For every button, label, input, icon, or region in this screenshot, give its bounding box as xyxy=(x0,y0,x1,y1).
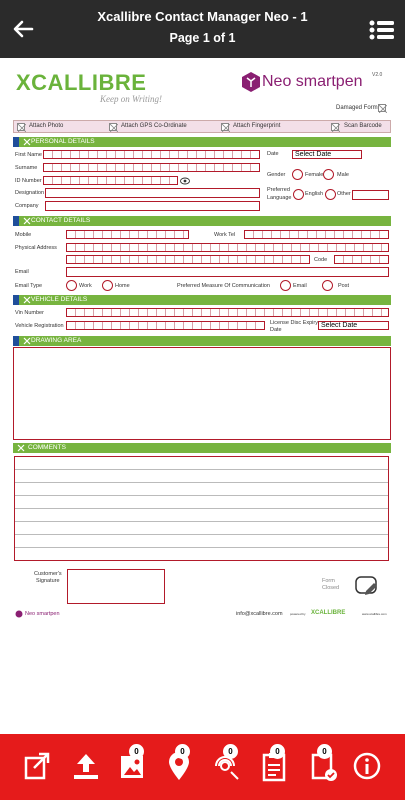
bottom-toolbar xyxy=(0,734,405,800)
physical-address-line2[interactable] xyxy=(66,255,310,264)
image-count-badge: 0 xyxy=(129,744,144,759)
section-marker xyxy=(13,137,19,147)
license-date-value: Select Date xyxy=(321,322,358,329)
male-label: Male xyxy=(337,172,349,178)
license-date-picker[interactable] xyxy=(318,321,389,330)
neo-smartpen-logo: Neo smartpen xyxy=(262,73,363,90)
xcallibre-logo: XCALLIBRE xyxy=(16,70,147,95)
vin-field[interactable] xyxy=(66,308,389,317)
preferred-communication-label: Preferred Measure Of Communication xyxy=(177,283,270,289)
footer-email: info@xcallibre.com xyxy=(236,611,283,617)
section-marker xyxy=(13,336,19,346)
clipboard-count-badge: 0 xyxy=(270,744,285,759)
language-label: Language xyxy=(267,195,292,201)
upload-icon[interactable] xyxy=(71,750,101,782)
license-date-label: Date xyxy=(270,327,282,333)
app-header xyxy=(0,0,405,58)
section-close-icon[interactable] xyxy=(17,444,25,452)
home-label: Home xyxy=(115,283,130,289)
attach-photo-checkbox[interactable] xyxy=(17,123,25,131)
email-field[interactable] xyxy=(66,267,389,277)
mobile-label: Mobile xyxy=(15,232,32,238)
registration-label: Vehicle Registration xyxy=(15,323,64,329)
section-marker xyxy=(13,295,19,305)
surname-field[interactable] xyxy=(43,163,260,172)
first-name-field[interactable] xyxy=(43,150,260,159)
vin-label: Vin Number xyxy=(15,310,44,316)
section-title: VEHICLE DETAILS xyxy=(31,296,88,303)
other-label: Other xyxy=(337,191,351,197)
code-label: Code xyxy=(314,257,328,263)
section-close-icon[interactable] xyxy=(23,217,31,225)
fingerprint-count-badge: 0 xyxy=(223,744,238,759)
comments-field[interactable] xyxy=(14,456,389,561)
section-marker xyxy=(13,216,19,226)
section-comments xyxy=(13,443,391,453)
work-tel-label: Work Tel xyxy=(214,232,236,238)
section-title: CONTACT DETAILS xyxy=(31,217,91,224)
male-radio[interactable] xyxy=(323,169,334,180)
id-number-field[interactable] xyxy=(43,176,178,185)
id-number-label: ID Number xyxy=(15,178,42,184)
info-icon[interactable] xyxy=(352,750,382,782)
date-picker[interactable] xyxy=(292,150,362,159)
damaged-form-checkbox[interactable] xyxy=(378,104,386,112)
date-label: Date xyxy=(267,151,279,157)
gender-label: Gender xyxy=(267,172,286,178)
attach-photo-label: Attach Photo xyxy=(29,123,64,129)
home-radio[interactable] xyxy=(102,280,113,291)
work-label: Work xyxy=(79,283,92,289)
physical-address-label: Physical Address xyxy=(15,245,57,251)
section-title: PERSONAL DETAILS xyxy=(31,138,95,145)
mobile-field[interactable] xyxy=(66,230,189,239)
email-label: Email xyxy=(15,269,29,275)
code-field[interactable] xyxy=(334,255,389,264)
surname-label: Surname xyxy=(15,165,38,171)
form-page[interactable] xyxy=(0,58,405,734)
company-label: Company xyxy=(15,203,39,209)
form-closed-icon[interactable] xyxy=(354,575,380,597)
section-close-icon[interactable] xyxy=(23,138,31,146)
scan-barcode-checkbox[interactable] xyxy=(331,123,339,131)
eye-icon[interactable] xyxy=(180,177,190,185)
comm-email-radio[interactable] xyxy=(280,280,291,291)
designation-label: Designation xyxy=(15,190,45,196)
export-icon[interactable] xyxy=(22,750,52,782)
section-close-icon[interactable] xyxy=(23,296,31,304)
attach-gps-checkbox[interactable] xyxy=(109,123,117,131)
post-radio[interactable] xyxy=(322,280,333,291)
section-contact xyxy=(13,216,391,226)
female-label: Female xyxy=(305,172,324,178)
company-field[interactable] xyxy=(45,201,260,211)
attach-bar xyxy=(13,120,391,133)
english-radio[interactable] xyxy=(293,189,304,200)
footer-neo-label: Neo smartpen xyxy=(25,611,60,617)
scan-barcode-label: Scan Barcode xyxy=(344,123,382,129)
version-label: V2.0 xyxy=(372,72,383,78)
logo-tagline: Keep on Writing! xyxy=(100,94,162,104)
attach-fingerprint-checkbox[interactable] xyxy=(221,123,229,131)
female-radio[interactable] xyxy=(292,169,303,180)
designation-field[interactable] xyxy=(45,188,260,198)
work-radio[interactable] xyxy=(66,280,77,291)
section-title: DRAWING AREA xyxy=(31,337,82,344)
form-closed-label-line2: Closed xyxy=(322,585,340,591)
registration-field[interactable] xyxy=(66,321,265,330)
signature-label-line2: Signature xyxy=(36,578,60,584)
section-personal xyxy=(13,137,391,147)
preferred-label: Preferred xyxy=(267,187,290,193)
neo-footer-icon xyxy=(15,610,23,618)
other-language-field[interactable] xyxy=(352,190,389,200)
email-type-label: Email Type xyxy=(15,283,43,289)
section-vehicle xyxy=(13,295,391,305)
form-closed-label-line1: Form xyxy=(322,578,335,584)
section-drawing xyxy=(13,336,391,346)
signature-label-line1: Customer's xyxy=(34,571,62,577)
location-count-badge: 0 xyxy=(175,744,190,759)
footer-powered-by: powered by xyxy=(290,612,306,616)
date-value: Select Date xyxy=(295,151,332,158)
checklist-count-badge: 0 xyxy=(317,744,332,759)
post-label: Post xyxy=(338,283,350,289)
list-menu-icon[interactable] xyxy=(369,20,395,40)
attach-gps-label: Attach GPS Co-Ordinate xyxy=(121,123,187,129)
footer-brand: XCALLIBRE xyxy=(311,610,346,616)
license-expiry-label: License Disc Expiry xyxy=(270,320,318,326)
neo-logo-icon xyxy=(242,72,260,92)
footer-url: www.xcallibre.com xyxy=(362,612,387,616)
other-radio[interactable] xyxy=(325,189,336,200)
work-tel-field[interactable] xyxy=(244,230,389,239)
section-close-icon[interactable] xyxy=(23,337,31,345)
english-label: English xyxy=(305,191,324,197)
app-title: Xcallibre Contact Manager Neo - 1 xyxy=(97,9,308,24)
attach-fingerprint-label: Attach Fingerprint xyxy=(233,123,281,129)
damaged-form-label: Damaged Form xyxy=(336,105,378,111)
physical-address-field[interactable] xyxy=(66,243,389,252)
page-indicator: Page 1 of 1 xyxy=(169,31,236,45)
first-name-label: First Name xyxy=(15,152,42,158)
signature-field[interactable] xyxy=(67,569,165,604)
section-title: COMMENTS xyxy=(28,444,66,451)
comm-email-label: Email xyxy=(293,283,307,289)
drawing-canvas[interactable] xyxy=(13,347,391,440)
